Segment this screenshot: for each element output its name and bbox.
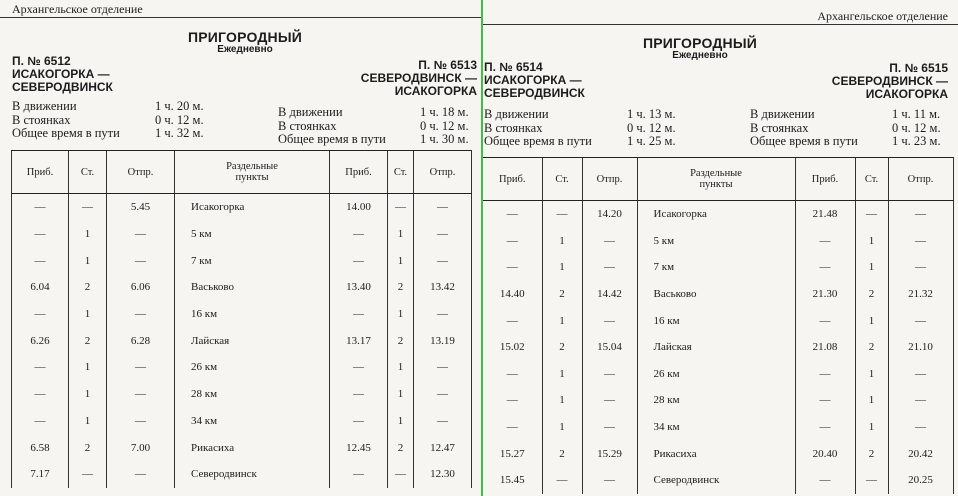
arrival-return-cell: — bbox=[795, 307, 855, 334]
stat-row: В движении 1 ч. 13 м. bbox=[484, 107, 676, 121]
arrival-return-cell: 20.40 bbox=[795, 440, 855, 467]
departure-cell: — bbox=[107, 301, 175, 328]
stat-row: Общее время в пути 1 ч. 30 м. bbox=[278, 132, 469, 146]
departure-cell: — bbox=[582, 228, 637, 255]
train-type-title: ПРИГОРОДНЫЙ bbox=[187, 29, 302, 45]
departure-cell: — bbox=[582, 467, 637, 494]
train-route-line1: СЕВЕРОДВИНСК — bbox=[360, 71, 477, 85]
stop-return-cell: — bbox=[388, 461, 414, 488]
departure-cell: 5.45 bbox=[107, 194, 175, 221]
departure-cell: 7.00 bbox=[107, 434, 175, 461]
arrival-return-cell: 12.45 bbox=[330, 434, 388, 461]
arrival-return-cell: 21.30 bbox=[795, 281, 855, 308]
stop-return-cell: 2 bbox=[388, 434, 414, 461]
departure-return-cell: — bbox=[888, 254, 953, 281]
departure-cell: — bbox=[107, 381, 175, 408]
train-6512-heading bbox=[12, 55, 113, 94]
stop-return-cell: 2 bbox=[388, 274, 414, 301]
train-route-line2: СЕВЕРОДВИНСК bbox=[12, 80, 113, 94]
travel-time-stats-6515 bbox=[750, 108, 955, 149]
stop-return-cell: 1 bbox=[388, 301, 414, 328]
stop-cell: 1 bbox=[69, 301, 107, 328]
station-cell: Лайская bbox=[175, 327, 330, 354]
stop-return-cell: 1 bbox=[388, 354, 414, 381]
station-cell: 16 км bbox=[175, 301, 330, 328]
train-6514-heading bbox=[484, 61, 585, 100]
departure-return-cell: — bbox=[888, 307, 953, 334]
departure-return-cell: — bbox=[414, 408, 472, 435]
table-row bbox=[483, 361, 953, 388]
arrival-cell: — bbox=[12, 354, 69, 381]
table-row bbox=[483, 201, 953, 228]
departure-cell: — bbox=[107, 461, 175, 488]
departure-return-cell: — bbox=[888, 201, 953, 228]
stop-cell: 1 bbox=[69, 221, 107, 248]
departure-cell: 14.20 bbox=[582, 201, 637, 228]
departure-return-cell: — bbox=[414, 354, 472, 381]
col-departure-return: Отпр. bbox=[414, 151, 472, 194]
stat-row: В стоянках 0 ч. 12 м. bbox=[278, 118, 469, 133]
departure-return-cell: — bbox=[888, 387, 953, 414]
col-departure: Отпр. bbox=[582, 158, 637, 201]
stop-return-cell: 2 bbox=[855, 334, 888, 361]
arrival-cell: 6.58 bbox=[12, 434, 69, 461]
arrival-cell: — bbox=[12, 247, 69, 274]
col-stations: Раздельные пункты bbox=[637, 158, 795, 201]
departure-return-cell: 21.32 bbox=[888, 281, 953, 308]
departure-return-cell: — bbox=[414, 194, 472, 221]
timetable-6514-6515 bbox=[483, 157, 954, 494]
station-cell: Рикасиха bbox=[175, 434, 330, 461]
departure-cell: — bbox=[107, 221, 175, 248]
stop-cell: — bbox=[69, 461, 107, 488]
arrival-cell: — bbox=[506, 234, 518, 247]
table-row bbox=[483, 334, 953, 361]
arrival-return-cell: — bbox=[795, 228, 855, 255]
departure-cell: — bbox=[107, 354, 175, 381]
station-cell: Исакогорка bbox=[175, 194, 330, 221]
station-cell: Северодвинск bbox=[637, 467, 795, 494]
stop-cell: — bbox=[542, 201, 582, 228]
table-row bbox=[12, 461, 472, 488]
stop-return-cell: 1 bbox=[855, 254, 888, 281]
stop-cell: 2 bbox=[542, 440, 582, 467]
departure-cell: 6.06 bbox=[107, 274, 175, 301]
station-cell: Рикасиха bbox=[637, 440, 795, 467]
arrival-return-cell: — bbox=[330, 461, 388, 488]
timetable-title bbox=[595, 35, 805, 61]
col-arrival: Приб. bbox=[12, 151, 69, 194]
stop-return-cell: — bbox=[388, 194, 414, 221]
train-route-line2: ИСАКОГОРКА bbox=[865, 87, 948, 101]
arrival-cell: 15.27 bbox=[499, 447, 525, 460]
arrival-return-cell: — bbox=[795, 361, 855, 388]
stat-row: В стоянках 0 ч. 12 м. bbox=[12, 112, 204, 127]
timetable-6512-6513 bbox=[11, 150, 472, 488]
arrival-cell: 7.17 bbox=[12, 461, 69, 488]
departure-return-cell: — bbox=[414, 247, 472, 274]
stat-row: В стоянках 0 ч. 12 м. bbox=[484, 120, 676, 135]
stat-row: В движении 1 ч. 20 м. bbox=[12, 99, 204, 113]
arrival-return-cell: — bbox=[330, 381, 388, 408]
table-row bbox=[12, 434, 472, 461]
table-row bbox=[12, 274, 472, 301]
stop-return-cell: 1 bbox=[388, 247, 414, 274]
table-row bbox=[483, 254, 953, 281]
table-row bbox=[483, 281, 953, 308]
arrival-return-cell: 21.48 bbox=[795, 201, 855, 228]
travel-time-stats-6512 bbox=[12, 100, 252, 141]
table-row bbox=[12, 354, 472, 381]
train-route-line1: ИСАКОГОРКА — bbox=[484, 73, 582, 87]
arrival-cell: — bbox=[506, 394, 518, 407]
table-row bbox=[12, 408, 472, 435]
departure-return-cell: 12.30 bbox=[414, 461, 472, 488]
header-rule bbox=[483, 24, 958, 25]
arrival-cell: — bbox=[12, 194, 69, 221]
arrival-cell: 15.45 bbox=[499, 474, 525, 487]
col-departure: Отпр. bbox=[107, 151, 175, 194]
stop-return-cell: 2 bbox=[855, 440, 888, 467]
arrival-return-cell: — bbox=[795, 387, 855, 414]
stat-row: В движении 1 ч. 11 м. bbox=[750, 107, 941, 121]
departure-return-cell: 12.47 bbox=[414, 434, 472, 461]
travel-time-stats-6514 bbox=[484, 108, 724, 149]
stop-return-cell: 1 bbox=[855, 414, 888, 441]
stop-cell: — bbox=[69, 194, 107, 221]
departure-return-cell: 21.10 bbox=[888, 334, 953, 361]
station-cell: 5 км bbox=[175, 221, 330, 248]
table-row bbox=[12, 247, 472, 274]
table-row bbox=[12, 381, 472, 408]
station-cell: 34 км bbox=[637, 414, 795, 441]
table-row bbox=[12, 301, 472, 328]
departure-return-cell: 13.42 bbox=[414, 274, 472, 301]
col-stop-return: Ст. bbox=[855, 158, 888, 201]
train-number: П. № 6512 bbox=[12, 54, 71, 68]
departure-return-cell: — bbox=[414, 381, 472, 408]
table-row bbox=[483, 228, 953, 255]
train-route-line2: СЕВЕРОДВИНСК bbox=[484, 86, 585, 100]
col-arrival-return: Приб. bbox=[330, 151, 388, 194]
arrival-cell: 15.02 bbox=[499, 341, 525, 354]
stat-row: Общее время в пути 1 ч. 23 м. bbox=[750, 134, 941, 148]
stop-return-cell: 1 bbox=[388, 221, 414, 248]
arrival-cell: — bbox=[12, 381, 69, 408]
table-row bbox=[12, 221, 472, 248]
arrival-cell: 6.04 bbox=[12, 274, 69, 301]
arrival-cell: — bbox=[12, 408, 69, 435]
schedule-frequency: Ежедневно bbox=[672, 50, 728, 61]
stop-cell: 1 bbox=[542, 361, 582, 388]
stop-cell: 2 bbox=[542, 281, 582, 308]
station-cell: 28 км bbox=[175, 381, 330, 408]
departure-return-cell: 13.19 bbox=[414, 327, 472, 354]
department-name: Архангельское отделение bbox=[12, 2, 143, 16]
arrival-return-cell: — bbox=[795, 254, 855, 281]
arrival-return-cell: — bbox=[330, 221, 388, 248]
station-cell: Васьково bbox=[637, 281, 795, 308]
stop-cell: 2 bbox=[69, 434, 107, 461]
stop-cell: 1 bbox=[69, 354, 107, 381]
arrival-return-cell: 13.40 bbox=[330, 274, 388, 301]
left-table-body bbox=[12, 194, 472, 488]
station-cell: 28 км bbox=[637, 387, 795, 414]
table-header-row bbox=[12, 151, 472, 194]
col-arrival: Приб. bbox=[483, 158, 542, 201]
arrival-cell: — bbox=[12, 221, 69, 248]
departure-cell: 6.28 bbox=[107, 327, 175, 354]
station-cell: Васьково bbox=[175, 274, 330, 301]
stop-cell: 1 bbox=[69, 408, 107, 435]
stop-cell: 1 bbox=[542, 307, 582, 334]
departure-cell: 15.04 bbox=[582, 334, 637, 361]
departure-return-cell: — bbox=[888, 228, 953, 255]
stop-cell: 2 bbox=[69, 327, 107, 354]
department-name: Архангельское отделение bbox=[817, 9, 948, 23]
station-cell: 7 км bbox=[175, 247, 330, 274]
stop-cell: 1 bbox=[69, 381, 107, 408]
stop-cell: 2 bbox=[69, 274, 107, 301]
timetable-title bbox=[140, 29, 350, 55]
departure-cell: — bbox=[582, 254, 637, 281]
station-cell: 7 км bbox=[637, 254, 795, 281]
arrival-return-cell: 14.00 bbox=[330, 194, 388, 221]
station-cell: 5 км bbox=[637, 228, 795, 255]
stat-row: В движении 1 ч. 18 м. bbox=[278, 105, 469, 119]
arrival-cell: 14.40 bbox=[499, 288, 525, 301]
station-cell: 26 км bbox=[637, 361, 795, 388]
arrival-return-cell: — bbox=[330, 408, 388, 435]
station-cell: 26 км bbox=[175, 354, 330, 381]
departure-return-cell: — bbox=[888, 414, 953, 441]
stop-return-cell: — bbox=[855, 467, 888, 494]
stop-cell: 1 bbox=[542, 228, 582, 255]
arrival-cell: — bbox=[506, 208, 518, 221]
table-row bbox=[483, 414, 953, 441]
stop-cell: 2 bbox=[542, 334, 582, 361]
col-departure-return: Отпр. bbox=[888, 158, 953, 201]
table-row bbox=[12, 327, 472, 354]
stat-row: Общее время в пути 1 ч. 32 м. bbox=[12, 126, 204, 140]
stop-cell: 1 bbox=[542, 414, 582, 441]
travel-time-stats-6513 bbox=[278, 106, 478, 147]
arrival-return-cell: — bbox=[330, 247, 388, 274]
departure-return-cell: — bbox=[414, 221, 472, 248]
stop-return-cell: 1 bbox=[855, 387, 888, 414]
table-header-row bbox=[483, 158, 953, 201]
train-route-line1: ИСАКОГОРКА — bbox=[12, 67, 110, 81]
train-number: П. № 6515 bbox=[889, 61, 948, 75]
stop-cell: — bbox=[542, 467, 582, 494]
arrival-return-cell: — bbox=[795, 467, 855, 494]
departure-cell: 14.42 bbox=[582, 281, 637, 308]
arrival-cell: — bbox=[506, 261, 518, 274]
station-cell: Исакогорка bbox=[637, 201, 795, 228]
station-cell: 34 км bbox=[175, 408, 330, 435]
stop-return-cell: 1 bbox=[855, 307, 888, 334]
stop-return-cell: — bbox=[855, 201, 888, 228]
table-row bbox=[483, 467, 953, 494]
station-cell: Северодвинск bbox=[175, 461, 330, 488]
stop-return-cell: 1 bbox=[855, 361, 888, 388]
right-page bbox=[483, 0, 958, 496]
arrival-cell: — bbox=[12, 301, 69, 328]
col-stations: Раздельные пункты bbox=[175, 151, 330, 194]
table-row bbox=[483, 387, 953, 414]
train-type-title: ПРИГОРОДНЫЙ bbox=[642, 35, 757, 51]
arrival-cell: — bbox=[506, 421, 518, 434]
departure-cell: — bbox=[107, 408, 175, 435]
departure-cell: — bbox=[582, 414, 637, 441]
col-arrival-return: Приб. bbox=[795, 158, 855, 201]
train-route-line2: ИСАКОГОРКА bbox=[394, 84, 477, 98]
train-number: П. № 6514 bbox=[484, 60, 543, 74]
stop-return-cell: 1 bbox=[388, 381, 414, 408]
stop-return-cell: 1 bbox=[388, 408, 414, 435]
station-cell: 16 км bbox=[637, 307, 795, 334]
departure-return-cell: 20.42 bbox=[888, 440, 953, 467]
col-stop-return: Ст. bbox=[388, 151, 414, 194]
stop-return-cell: 2 bbox=[388, 327, 414, 354]
table-row bbox=[483, 440, 953, 467]
schedule-frequency: Ежедневно bbox=[217, 44, 273, 55]
arrival-return-cell: 13.17 bbox=[330, 327, 388, 354]
header-rule bbox=[0, 17, 481, 18]
train-route-line1: СЕВЕРОДВИНСК — bbox=[831, 74, 948, 88]
stop-cell: 1 bbox=[69, 247, 107, 274]
stop-return-cell: 1 bbox=[855, 228, 888, 255]
stat-row: Общее время в пути 1 ч. 25 м. bbox=[484, 134, 676, 148]
departure-cell: — bbox=[107, 247, 175, 274]
stat-row: В стоянках 0 ч. 12 м. bbox=[750, 120, 941, 135]
arrival-cell: — bbox=[506, 367, 518, 380]
departure-cell: 15.29 bbox=[582, 440, 637, 467]
train-6515-heading bbox=[832, 62, 948, 101]
station-cell: Лайская bbox=[637, 334, 795, 361]
train-number: П. № 6513 bbox=[418, 58, 477, 72]
departure-return-cell: 20.25 bbox=[888, 467, 953, 494]
train-6513-heading bbox=[361, 59, 477, 98]
departure-return-cell: — bbox=[888, 361, 953, 388]
arrival-return-cell: — bbox=[330, 301, 388, 328]
stop-return-cell: 2 bbox=[855, 281, 888, 308]
arrival-return-cell: — bbox=[330, 354, 388, 381]
col-stop: Ст. bbox=[69, 151, 107, 194]
table-row bbox=[12, 194, 472, 221]
arrival-cell: 6.26 bbox=[12, 327, 69, 354]
col-stop: Ст. bbox=[542, 158, 582, 201]
arrival-return-cell: 21.08 bbox=[795, 334, 855, 361]
stop-cell: 1 bbox=[542, 387, 582, 414]
departure-cell: — bbox=[582, 361, 637, 388]
departure-return-cell: — bbox=[414, 301, 472, 328]
right-table-body bbox=[483, 201, 953, 494]
stop-cell: 1 bbox=[542, 254, 582, 281]
arrival-return-cell: — bbox=[795, 414, 855, 441]
arrival-cell: — bbox=[506, 314, 518, 327]
departure-cell: — bbox=[582, 307, 637, 334]
departure-cell: — bbox=[582, 387, 637, 414]
table-row bbox=[483, 307, 953, 334]
